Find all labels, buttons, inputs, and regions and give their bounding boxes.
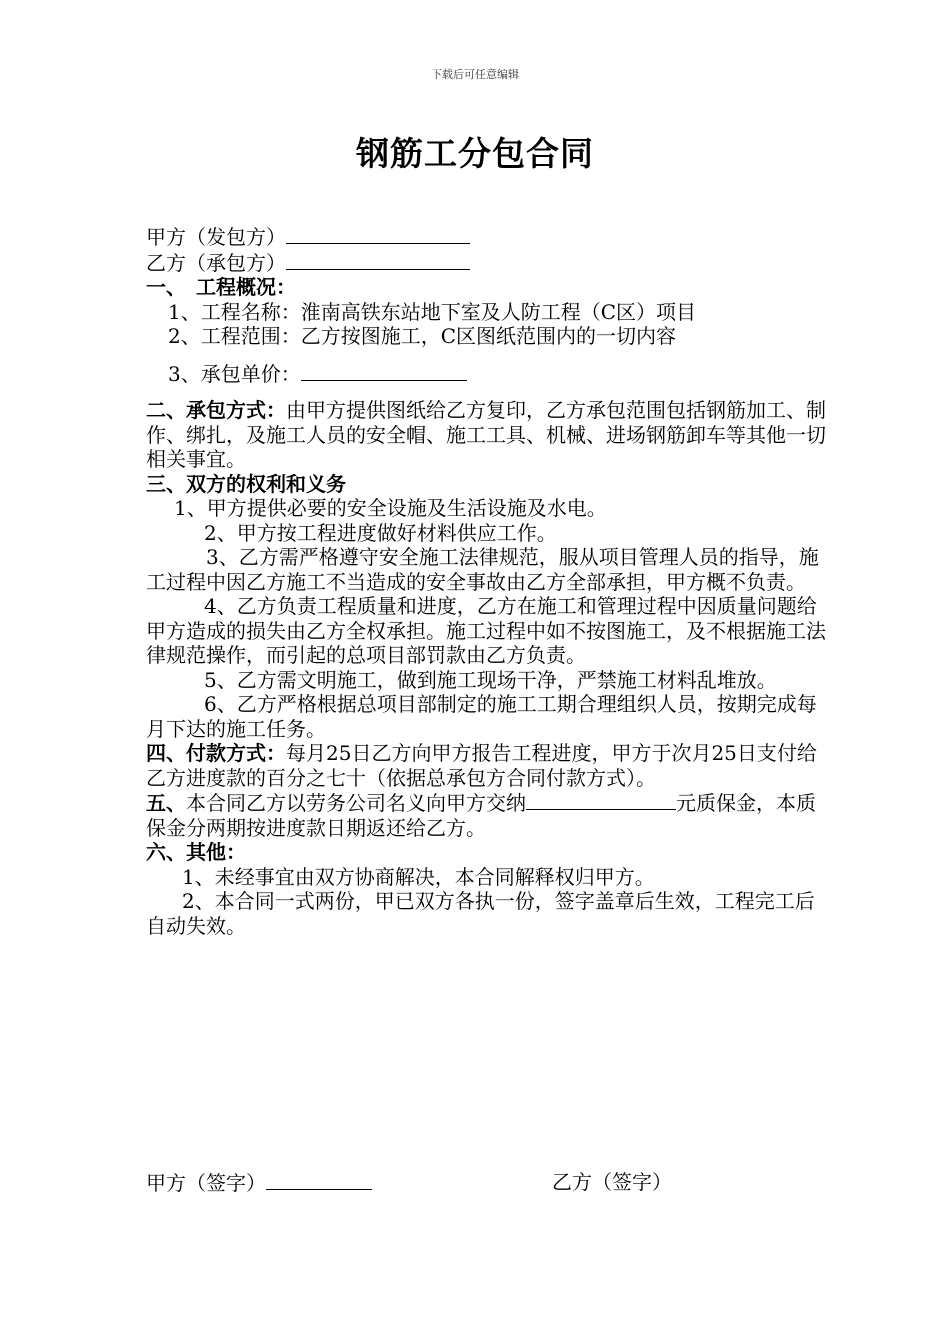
section-6-heading: 六、其他： bbox=[146, 840, 246, 864]
section-3-item-3: 3、乙方需严格遵守安全施工法律规范，服从项目管理人员的指导，施工过程中因乙方施工不当造成的安全事故由乙方全部承担，甲方概不负责。 bbox=[146, 545, 819, 594]
section-5-text-before: 本合同乙方以劳务公司名义向甲方交纳 bbox=[186, 791, 526, 815]
section-6-item-1: 1、未经事宜由双方协商解决，本合同解释权归甲方。 bbox=[182, 864, 655, 889]
party-a-signature-blank[interactable] bbox=[266, 1170, 372, 1190]
deposit-amount-blank[interactable] bbox=[526, 790, 676, 810]
party-a-blank[interactable] bbox=[286, 224, 470, 244]
party-b-line bbox=[146, 250, 826, 276]
party-b-blank[interactable] bbox=[286, 250, 470, 270]
document-title: 钢筋工分包合同 bbox=[356, 134, 594, 173]
party-a-signature-label: 甲方（签字） bbox=[146, 1171, 266, 1195]
section-1-item-2: 2、工程范围：乙方按图施工，C区图纸范围内的一切内容 bbox=[168, 324, 677, 348]
party-a-line bbox=[146, 224, 826, 250]
party-b-signature bbox=[552, 1170, 672, 1194]
contract-body bbox=[146, 224, 826, 938]
section-3-item-6-para bbox=[146, 692, 826, 741]
section-3-item-3-para bbox=[146, 545, 826, 594]
party-b-signature-label: 乙方（签字） bbox=[552, 1170, 672, 1194]
party-b-label: 乙方（承包方） bbox=[146, 250, 286, 275]
section-3-item-1: 1、甲方提供必要的安全设施及生活设施及水电。 bbox=[174, 496, 607, 520]
section-3-heading: 三、双方的权利和义务 bbox=[146, 471, 346, 496]
header-note: 下载后可任意编辑 bbox=[431, 68, 519, 81]
section-2-text: 由甲方提供图纸给乙方复印，乙方承包范围包括钢筋加工、制作、绑扎，及施工人员的安全帽、施工工具、机械、进场钢筋卸车等其他一切相关事宜。 bbox=[146, 398, 826, 471]
section-1-item-3-line bbox=[146, 361, 826, 387]
section-3-item-4-para bbox=[146, 594, 826, 668]
section-3-item-2: 2、甲方按工程进度做好材料供应工作。 bbox=[204, 520, 557, 545]
section-6-item-2-para bbox=[146, 889, 826, 938]
section-2-heading: 二、承包方式： bbox=[146, 398, 286, 422]
section-5-text-after: 元质保金，本质保金分两期按进度款日期返还给乙方。 bbox=[146, 791, 816, 840]
party-a-label: 甲方（发包方） bbox=[146, 225, 286, 249]
section-6-item-2: 2、本合同一式两份，甲已双方各执一份，签字盖章后生效，工程完工后自动失效。 bbox=[146, 889, 815, 938]
party-a-signature bbox=[146, 1170, 372, 1195]
section-4-text: 每月25日乙方向甲方报告工程进度，甲方于次月25日支付给乙方进度款的百分之七十（依据总承包方合同付款方式）。 bbox=[146, 741, 817, 790]
section-4-heading: 四、付款方式： bbox=[146, 741, 286, 765]
unit-price-blank[interactable] bbox=[301, 361, 467, 381]
section-1-heading: 一、 工程概况： bbox=[146, 275, 296, 299]
section-5 bbox=[146, 790, 826, 840]
section-4 bbox=[146, 741, 826, 790]
section-5-heading: 五、 bbox=[146, 791, 186, 815]
section-2 bbox=[146, 398, 826, 472]
section-3-item-5-para bbox=[146, 668, 826, 693]
section-1-item-3: 3、承包单价： bbox=[168, 361, 301, 386]
section-3-item-5: 5、乙方需文明施工，做到施工现场干净，严禁施工材料乱堆放。 bbox=[204, 667, 777, 692]
section-3-item-4: 4、乙方负责工程质量和进度，乙方在施工和管理过程中因质量问题给甲方造成的损失由乙方全权承担。施工过程中如不按图施工，及不根据施工法律规范操作，而引起的总项目部罚款由乙方负责。 bbox=[146, 594, 826, 667]
section-1-item-1: 1、工程名称：淮南高铁东站地下室及人防工程（C区）项目 bbox=[168, 299, 697, 324]
section-3-item-6: 6、乙方严格根据总项目部制定的施工工期合理组织人员，按期完成每月下达的施工任务。 bbox=[146, 692, 817, 741]
